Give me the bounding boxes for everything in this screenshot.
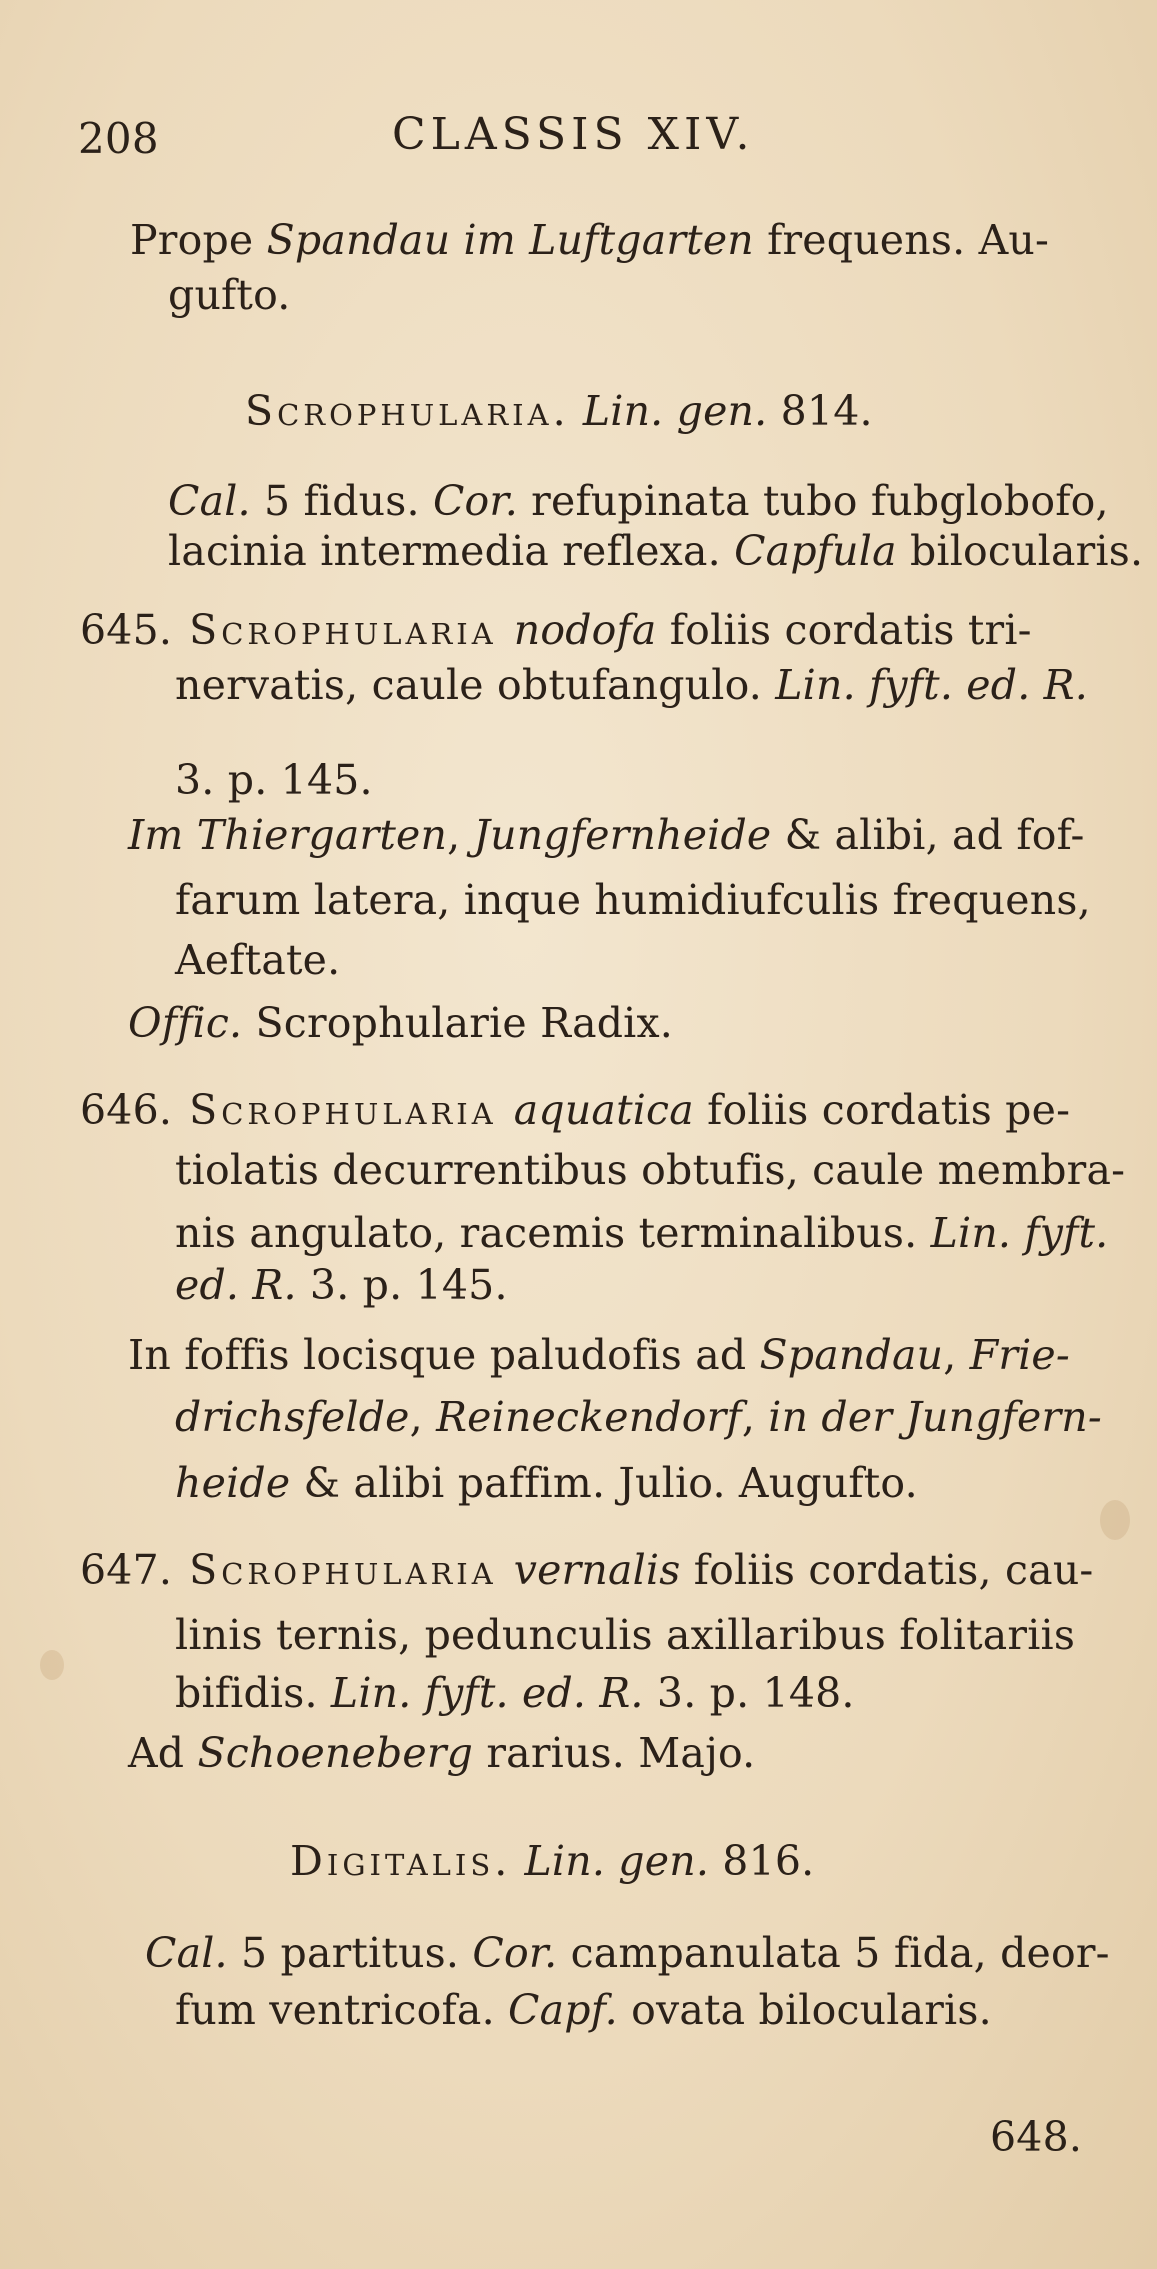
catchword: 648. xyxy=(990,2113,1083,2161)
text-line: Im Thiergarten, Jungfernheide & alibi, ad fof- xyxy=(128,811,1085,859)
species-entry-647: 647. Scrophularia vernalis foliis cordatis, cau- xyxy=(80,1546,1094,1594)
text-line: drichsfelde, Reineckendorf, in der Jungfern- xyxy=(175,1393,1102,1441)
genus-heading: Digitalis. Lin. gen. 816. xyxy=(290,1837,815,1885)
text-line: bifidis. Lin. fyft. ed. R. 3. p. 148. xyxy=(175,1669,855,1717)
text-line: nis angulato, racemis terminalibus. Lin. fyft. xyxy=(175,1209,1109,1257)
text-line: gufto. xyxy=(168,271,291,319)
text-line: Aeftate. xyxy=(175,936,341,984)
text-line: linis ternis, pedunculis axillaribus folitariis xyxy=(175,1611,1076,1659)
paper-stain xyxy=(40,1650,64,1680)
text-line: nervatis, caule obtufangulo. Lin. fyft. ed. R. xyxy=(175,661,1088,709)
text-line: Ad Schoeneberg rarius. Majo. xyxy=(128,1729,756,1777)
genus-description: lacinia intermedia reflexa. Capfula bilocularis. xyxy=(168,527,1144,575)
text-line: tiolatis decurrentibus obtufis, caule membra- xyxy=(175,1146,1126,1194)
genus-description: fum ventricofa. Capf. ovata bilocularis. xyxy=(175,1986,992,2034)
species-entry-646: 646. Scrophularia aquatica foliis cordatis pe- xyxy=(80,1086,1071,1134)
page-number: 208 xyxy=(78,114,159,163)
running-header: CLASSIS XIV. xyxy=(392,109,755,160)
genus-description: Cal. 5 fidus. Cor. refupinata tubo fubglobofo, xyxy=(168,477,1109,525)
species-entry-645: 645. Scrophularia nodofa foliis cordatis tri- xyxy=(80,606,1032,654)
genus-heading: Scrophularia. Lin. gen. 814. xyxy=(245,387,873,435)
text-line: heide & alibi paffim. Julio. Augufto. xyxy=(175,1459,918,1507)
text-line: Offic. Scrophularie Radix. xyxy=(128,999,674,1047)
text-line: farum latera, inque humidiufculis frequens, xyxy=(175,876,1091,924)
text-line: Prope Spandau im Luftgarten frequens. Au- xyxy=(130,216,1050,264)
paper-stain xyxy=(1100,1500,1130,1540)
text-line: ed. R. 3. p. 145. xyxy=(175,1261,508,1309)
text-line: 3. p. 145. xyxy=(175,756,373,804)
genus-description: Cal. 5 partitus. Cor. campanulata 5 fida, deor- xyxy=(145,1929,1110,1977)
text-line: In foffis locisque paludofis ad Spandau, Frie- xyxy=(128,1331,1070,1379)
